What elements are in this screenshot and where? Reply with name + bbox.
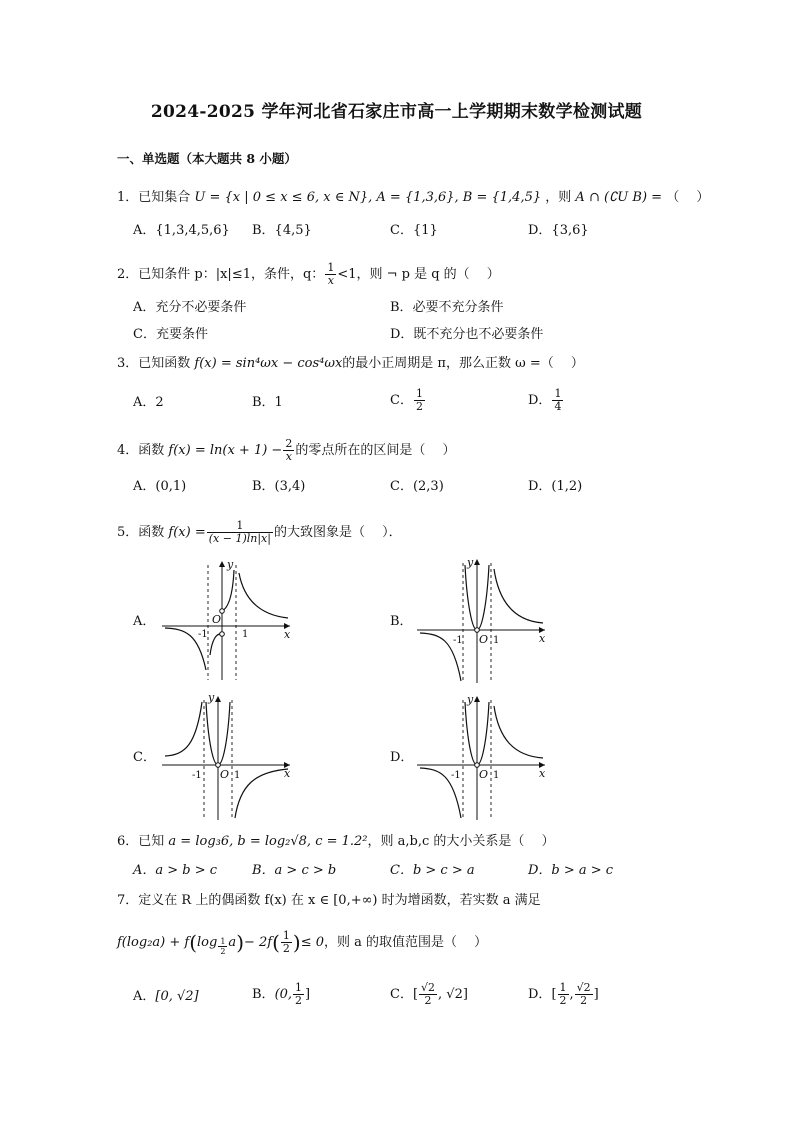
- q5-stem2: 的大致图象是（ ）．: [273, 525, 402, 540]
- graph-a-y-label: y: [227, 558, 234, 571]
- q1-option-b[interactable]: B．{4,5}: [252, 223, 312, 238]
- q7-c-den: 2: [424, 994, 432, 1007]
- q1-option-d[interactable]: D．{3,6}: [528, 223, 589, 238]
- q7-paren-open: (: [189, 930, 198, 955]
- graph-d-one-label: 1: [493, 770, 500, 781]
- q7-expr-c: a: [228, 935, 237, 950]
- section-heading: 一、单选题（本大题共 8 小题）: [117, 151, 297, 166]
- q6-option-c[interactable]: C．b > c > a: [390, 863, 475, 878]
- graph-a-curve-mid-right: [222, 570, 234, 611]
- question-5: [117, 520, 402, 545]
- question-3: [117, 355, 584, 373]
- q1-option-a[interactable]: A．{1,3,4,5,6}: [133, 223, 230, 238]
- q7-option-d[interactable]: D．[ $\frac{1}{2}$ , $\frac{√2}{2}$ ]: [528, 981, 599, 1007]
- q7-c-left: [: [412, 987, 419, 1002]
- q4-option-d[interactable]: D．(1,2): [528, 479, 583, 494]
- q5-frac-num: 1: [207, 520, 273, 533]
- graph-c-neg-one-label: -1: [192, 770, 202, 781]
- q7-half: [281, 930, 292, 955]
- q7-expr-e: ≤ 0: [300, 935, 325, 950]
- q7-option-a-value: [0, √2]: [155, 989, 199, 1004]
- graph-a-one-label: 1: [242, 629, 249, 640]
- graph-b-neg-one-label: -1: [453, 635, 463, 646]
- graph-d-curve-right: [494, 706, 543, 758]
- q6-expr: a = log₃6, b = log₂√8, c = 1.2²: [168, 834, 368, 849]
- q4-option-b[interactable]: B．(3,4): [252, 479, 306, 494]
- q2-option-d[interactable]: D．既不充分也不必要条件: [390, 327, 544, 342]
- q3-c-den: 2: [415, 400, 423, 413]
- graph-b-y-arrow: [474, 559, 480, 565]
- q1-expr2: A ∩ (∁U B) =: [575, 190, 663, 205]
- q7-b-left: (0,: [274, 987, 293, 1002]
- graph-d-x-label: x: [539, 767, 546, 780]
- q3-option-c[interactable]: [390, 388, 426, 413]
- graph-b-one-label: 1: [493, 635, 500, 646]
- graph-b-curve-right: [494, 569, 543, 623]
- q4-frac-den: x: [285, 450, 292, 463]
- q7-option-c[interactable]: [390, 982, 468, 1007]
- q5-expr: f(x) =: [168, 525, 206, 540]
- q7-option-a-label: A．: [133, 989, 156, 1004]
- q3-option-d-label: D．: [528, 393, 552, 408]
- graph-a-y-arrow: [219, 561, 225, 567]
- q7-expr-a: f(log₂a) + f: [117, 935, 190, 950]
- q6-option-d[interactable]: D．b > a > c: [528, 863, 614, 878]
- q4-stem1: 4．函数: [117, 443, 165, 458]
- graph-a-curve-right: [239, 573, 288, 618]
- graph-c-curve-left: [165, 702, 202, 756]
- q7-log-base: [218, 937, 227, 956]
- q1-paren: （ ）: [666, 190, 710, 205]
- q7-b-num: 1: [295, 981, 303, 994]
- q4-option-a[interactable]: A．(0,1): [133, 479, 187, 494]
- graph-c-curve-right: [235, 769, 288, 818]
- q4-fraction: [283, 438, 294, 463]
- q2-stem2: <1，则 ¬ p 是 q 的（ ）: [337, 267, 500, 282]
- q7-b-den: 2: [295, 994, 303, 1007]
- q3-option-c-label: C．: [390, 393, 413, 408]
- q5-frac-den: (x − 1)ln|x|: [208, 532, 271, 545]
- q3-option-d[interactable]: [528, 388, 564, 413]
- q7-paren2-open: (: [272, 930, 280, 955]
- q7-d-den2: 2: [580, 994, 588, 1007]
- q7-d-fraction-1: [558, 982, 569, 1007]
- q3-stem2: 的最小正周期是 π，那么正数 ω =（ ）: [342, 356, 584, 371]
- q4-frac-num: 2: [285, 437, 293, 450]
- q7-d-den1: 2: [559, 994, 567, 1007]
- q4-stem2: 的零点所在的区间是（ ）: [295, 443, 456, 458]
- q6-option-b[interactable]: B．a > c > b: [252, 863, 337, 878]
- question-6: [117, 833, 555, 851]
- graph-a-x-label: x: [284, 628, 291, 641]
- graph-c-origin-label: O: [220, 768, 230, 781]
- q5-fraction: [207, 520, 273, 545]
- q7-d-fraction-2: [575, 982, 593, 1007]
- q7-option-b-label: B．: [252, 987, 275, 1002]
- q6-option-a[interactable]: A．a > b > c: [133, 863, 218, 878]
- graph-a-hole-low: [220, 632, 225, 637]
- q7-half-num: 1: [282, 929, 290, 942]
- q7-d-right: ]: [593, 987, 599, 1002]
- q7-c-num: √2: [421, 981, 436, 994]
- q7-option-b[interactable]: [252, 982, 310, 1007]
- graph-d-hole: [475, 763, 480, 768]
- question-1: [117, 189, 709, 207]
- q3-d-num: 1: [554, 387, 562, 400]
- q7-b-right: ]: [305, 987, 311, 1002]
- graph-c-y-arrow: [215, 696, 221, 702]
- q5-option-c[interactable]: C．: [133, 750, 156, 765]
- q3-c-num: 1: [415, 387, 423, 400]
- q2-stem1: 2．已知条件 p：|x|≤1，条件，q：: [117, 267, 325, 282]
- graph-c-one-label: 1: [234, 770, 241, 781]
- graph-c-hole: [216, 763, 221, 768]
- graph-b-hole: [475, 628, 480, 633]
- q1-expr: U = {x | 0 ≤ x ≤ 6, x ∈ N}, A = {1,3,6}, B = {1,4,5}: [194, 190, 542, 205]
- q7-expr-b: log: [197, 935, 218, 950]
- q7-stem2: ，则 a 的取值范围是（ ）: [324, 935, 488, 950]
- q2-fraction: [325, 262, 336, 287]
- q7-d-left: [: [551, 987, 557, 1002]
- question-7-line-2: [117, 930, 487, 960]
- page-title: 2024-2025 学年河北省石家庄市高一上学期期末数学检测试题: [150, 102, 643, 122]
- q7-c-right: , √2]: [438, 987, 468, 1002]
- q7-b-fraction: [293, 982, 304, 1007]
- q7-d-num2: √2: [576, 981, 591, 994]
- q4-expr: f(x) = ln(x + 1) −: [168, 443, 283, 458]
- graph-d-origin-label: O: [479, 768, 489, 781]
- graph-b-origin-label: O: [479, 633, 489, 646]
- q4-option-c[interactable]: C．(2,3): [390, 479, 444, 494]
- q3-c-fraction: [414, 388, 425, 413]
- graph-c-y-label: y: [208, 691, 215, 704]
- q5-option-d[interactable]: D．: [390, 750, 414, 765]
- q5-graph-a[interactable]: [160, 555, 295, 685]
- q1-stem: 1．已知集合: [117, 190, 191, 205]
- q5-option-a[interactable]: A．: [133, 614, 156, 629]
- q2-frac-den: x: [327, 274, 334, 287]
- q3-stem1: 3．已知函数: [117, 356, 191, 371]
- q7-d-num1: 1: [559, 981, 567, 994]
- q3-option-b[interactable]: B．1: [252, 395, 283, 410]
- q7-log-base-den: 2: [220, 947, 226, 956]
- graph-d-y-arrow: [474, 696, 480, 702]
- q6-stem1: 6．已知: [117, 834, 165, 849]
- q2-option-a[interactable]: A．充分不必要条件: [133, 300, 247, 315]
- q7-paren2-close: ): [292, 930, 301, 955]
- q7-log-base-num: 1: [220, 937, 226, 946]
- question-4: [117, 438, 455, 463]
- q6-stem2: ，则 a,b,c 的大小关系是（ ）: [367, 834, 555, 849]
- q7-option-d-label: D．: [528, 987, 552, 1002]
- q3-expr: f(x) = sin⁴ωx − cos⁴ωx: [194, 356, 343, 371]
- q2-frac-num: 1: [327, 261, 335, 274]
- q2-option-b[interactable]: B．必要不充分条件: [390, 300, 504, 315]
- q5-graph-c[interactable]: [160, 690, 295, 822]
- graph-b-y-label: y: [467, 556, 474, 569]
- q5-graph-d[interactable]: [415, 690, 550, 822]
- q7-c-fraction: [419, 982, 437, 1007]
- graph-a-curve-mid-left: [210, 634, 222, 655]
- graph-a-origin-label: O: [212, 613, 222, 626]
- question-7-line-1: 7．定义在 R 上的偶函数 f(x) 在 x ∈ [0,+∞) 时为增函数，若实数 a 满足: [117, 893, 541, 908]
- q3-d-den: 4: [554, 400, 562, 413]
- graph-b-x-label: x: [539, 632, 546, 645]
- q1-option-c[interactable]: C．{1}: [390, 223, 438, 238]
- q7-paren-close: ): [236, 930, 244, 955]
- q5-option-b[interactable]: B．: [390, 614, 413, 629]
- graph-a-neg-one-label: -1: [198, 629, 208, 640]
- q7-half-den: 2: [282, 942, 290, 955]
- q7-option-a[interactable]: [133, 988, 199, 1006]
- q3-d-fraction: [552, 388, 563, 413]
- q5-stem1: 5．函数: [117, 525, 165, 540]
- q7-expr-d: − 2f: [244, 935, 273, 950]
- graph-c-x-label: x: [284, 767, 291, 780]
- graph-d-y-label: y: [467, 693, 474, 706]
- q5-graph-b[interactable]: [415, 553, 550, 685]
- q3-option-a[interactable]: A．2: [133, 395, 164, 410]
- question-2: [117, 262, 500, 287]
- q2-option-c[interactable]: C．充要条件: [133, 327, 208, 342]
- graph-d-neg-one-label: -1: [451, 770, 461, 781]
- q1-tail: ，则: [545, 190, 572, 205]
- q7-option-c-label: C．: [390, 987, 413, 1002]
